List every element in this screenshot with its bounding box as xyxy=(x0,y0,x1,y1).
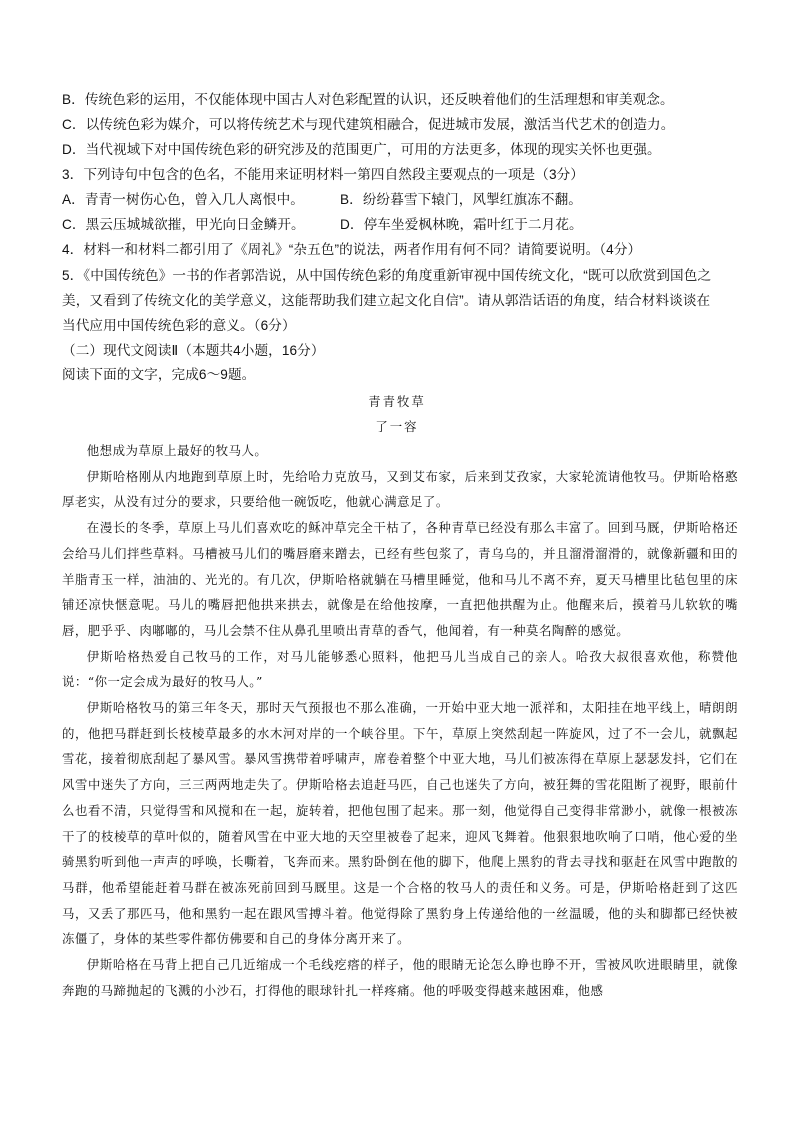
question-4: 4．材料一和材料二都引用了《周礼》“杂五色”的说法，两者作用有何不同？请简要说明。（4分） xyxy=(62,242,642,257)
option-d: D．当代视域下对中国传统色彩的研究涉及的范围更广，可用的方法更多，体现的现实关怀也更强。 xyxy=(62,142,661,157)
story-paragraph: 伊斯哈格在马背上把自己几近缩成一个毛线疙瘩的样子，他的眼睛无论怎么睁也睁不开，雪被风吹进眼睛里，就像奔跑的马蹄抛起的飞溅的小沙石，打得他的眼球针扎一样疼痛。他的呼吸变得越来越困难，他感 xyxy=(62,957,738,998)
story-paragraph: 在漫长的冬季，草原上马儿们喜欢吃的稣冲草完全干枯了，各种青草已经没有那么丰富了。回到马厩，伊斯哈格还会给马儿们拌些草料。马槽被马儿们的嘴唇磨来蹭去，已经有些包浆了，青乌乌的，并且溜滑溜滑的，就像新疆和田的羊脂青玉一样，油油的、光光的。有几次，伊斯哈格就躺在马槽里睡觉，他和马儿不离不弃，夏天马槽里比毡包里的床铺还凉快惬意呢。马儿的嘴唇把他拱来拱去，就像是在给他按摩，一直把他拱醒为止。他醒来后，摸着马儿软软的嘴唇，肥乎乎、肉嘟嘟的，马儿会禁不住从鼻孔里喷出青草的香气，他闻着，有一种莫名陶醉的感觉。 xyxy=(62,520,738,638)
question-3-option-a: A．青青一树伤心色，曾入几人离恨中。 xyxy=(62,192,304,207)
question-5-line-1: 5．《中国传统色》一书的作者郭浩说，从中国传统色彩的角度重新审视中国传统文化，“既可以欣赏到国色之 xyxy=(62,268,712,283)
option-b: B．传统色彩的运用，不仅能体现中国古人对色彩配置的认识，还反映着他们的生活理想和审美观念。 xyxy=(62,92,674,107)
question-3-option-b: B．纷纷暮雪下辕门，风掣红旗冻不翻。 xyxy=(340,192,582,207)
story-paragraph: 伊斯哈格牧马的第三年冬天，那时天气预报也不那么准确，一开始中亚大地一派祥和，太阳挂在地平线上，晴朗朗的，他把马群赶到长枝棱草最多的水木河对岸的一个峡谷里。下午，草原上突然刮起一阵旋风，过了不一会儿，就飘起雪花，接着彻底刮起了暴风雪。暴风雪携带着呼啸声，席卷着整个中亚大地，马儿们被冻得在草原上瑟瑟发抖，它们在风雪中迷失了方向，三三两两地走失了。伊斯哈格去追赶马匹，自己也迷失了方向，被狂舞的雪花阻断了视野，眼前什么也看不清，只觉得雪和风搅和在一起，旋转着，把他包围了起来。那一刻，他觉得自己变得非常渺小，就像一根被冻干了的枝棱草的草叶似的，随着风雪在中亚大地的天空里被卷了起来，迎风飞舞着。他狠狠地吹响了口哨，他心爱的坐骑黑豹听到他一声声的呼唤，长嘶着，飞奔而来。黑豹卧倒在他的脚下，他爬上黑豹的背去寻找和驱赶在风雪中跑散的马群，他希望能赶着马群在被冻死前回到马厩里。这是一个合格的牧马人的责任和义务。可是，伊斯哈格赶到了这匹马，又丢了那匹马，他和黑豹一起在跟风雪搏斗着。他觉得除了黑豹身上传递给他的一丝温暖，他的头和脚都已经快被冻僵了，身体的某些零件都仿佛要和自己的身体分离开来了。 xyxy=(62,700,738,947)
story-paragraph: 伊斯哈格刚从内地跑到草原上时，先给哈力克放马，又到艾布家，后来到艾孜家，大家轮流请他牧马。伊斯哈格憨厚老实，从没有过分的要求，只要给他一碗饭吃，他就心满意足了。 xyxy=(62,468,738,510)
story-author: 了一容 xyxy=(375,419,419,434)
story-body xyxy=(62,438,738,1003)
question-3-option-c: C．黑云压城城欲摧，甲光向日金鳞开。 xyxy=(62,217,305,232)
story-title: 青青牧草 xyxy=(368,394,426,409)
question-3-option-d: D．停车坐爱枫林晚，霜叶红于二月花。 xyxy=(340,217,583,232)
section-heading: （二）现代文阅读Ⅱ（本题共4小题，16分） xyxy=(62,343,325,358)
story-paragraph: 他想成为草原上最好的牧马人。 xyxy=(86,443,268,458)
story-paragraph: 伊斯哈格热爱自己牧马的工作，对马儿能够悉心照料，他把马儿当成自己的亲人。哈孜大叔很喜欢他，称赞他说：“你一定会成为最好的牧马人。” xyxy=(62,648,738,690)
question-5-line-2: 美，又看到了传统文化的美学意义，这能帮助我们建立起文化自信”。请从郭浩话语的角度，结合材料谈谈在 xyxy=(62,293,711,308)
option-c: C．以传统色彩为媒介，可以将传统艺术与现代建筑相融合，促进城市发展，激活当代艺术的创造力。 xyxy=(62,117,675,132)
reading-instruction: 阅读下面的文字，完成6～9题。 xyxy=(62,367,256,382)
question-3-stem: 3．下列诗句中包含的色名，不能用来证明材料一第四自然段主要观点的一项是（3分） xyxy=(62,167,584,182)
question-5-line-3: 当代应用中国传统色彩的意义。（6分） xyxy=(62,318,296,333)
